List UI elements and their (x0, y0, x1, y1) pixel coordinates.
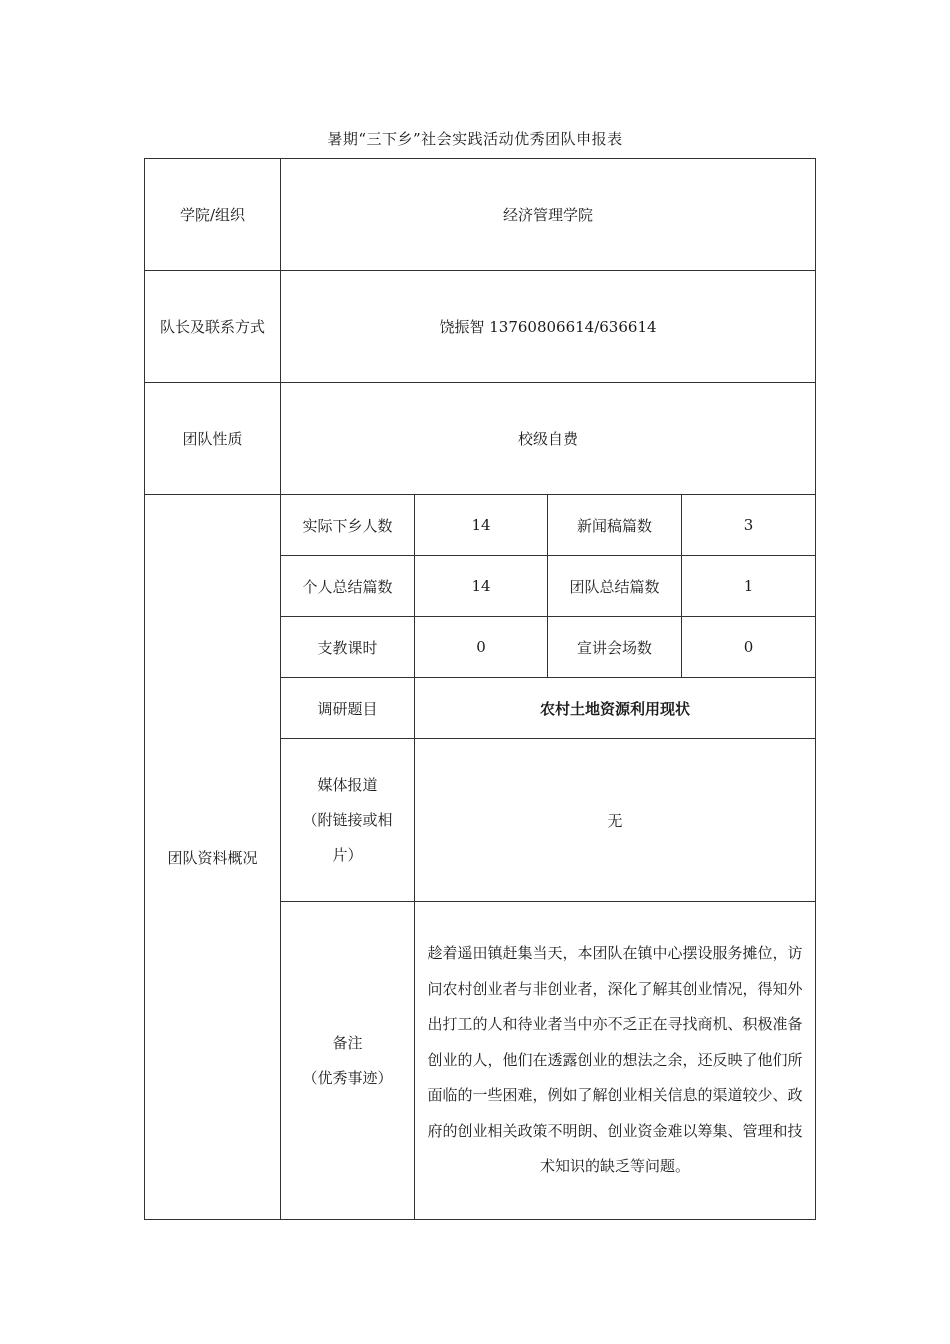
leader-label: 队长及联系方式 (145, 271, 281, 383)
stat-value: 1 (682, 556, 816, 617)
stat-label: 团队总结篇数 (548, 556, 682, 617)
stat-label: 支教课时 (281, 617, 415, 678)
application-form-table (144, 158, 816, 1220)
college-row (145, 159, 816, 271)
college-label: 学院/组织 (145, 159, 281, 271)
stat-label: 实际下乡人数 (281, 495, 415, 556)
research-label: 调研题目 (281, 678, 415, 739)
media-value: 无 (415, 739, 816, 902)
media-label-line: 媒体报道 (317, 775, 378, 794)
page-title: 暑期“三下乡”社会实践活动优秀团队申报表 (327, 130, 623, 148)
team-nature-label: 团队性质 (145, 383, 281, 495)
stat-label: 个人总结篇数 (281, 556, 415, 617)
stat-value: 0 (415, 617, 548, 678)
team-nature-row (145, 383, 816, 495)
media-label-line: 片） (332, 845, 363, 864)
overview-label: 团队资料概况 (145, 495, 281, 1220)
media-label-line: （附链接或相 (302, 810, 393, 829)
stat-value: 14 (415, 495, 548, 556)
stats-row (145, 495, 816, 556)
leader-row (145, 271, 816, 383)
college-value: 经济管理学院 (281, 159, 816, 271)
stat-value: 0 (682, 617, 816, 678)
media-label (281, 739, 415, 902)
team-nature-value: 校级自费 (281, 383, 816, 495)
leader-value: 饶振智 13760806614/636614 (281, 271, 816, 383)
stat-label: 新闻稿篇数 (548, 495, 682, 556)
stat-value: 3 (682, 495, 816, 556)
stat-value: 14 (415, 556, 548, 617)
notes-label (281, 902, 415, 1220)
stat-label: 宣讲会场数 (548, 617, 682, 678)
notes-label-line: （优秀事迹） (302, 1068, 393, 1087)
notes-value: 趁着遥田镇赶集当天，本团队在镇中心摆设服务摊位，访问农村创业者与非创业者，深化了解其创业情况，得知外出打工的人和待业者当中亦不乏正在寻找商机、积极准备创业的人，他们在透露创业的想法之余，还反映了他们所面临的一些困难，例如了解创业相关信息的渠道较少、政府的创业相关政策不明朗、创业资金难以筹集、管理和技术知识的缺乏等问题。 (415, 902, 816, 1220)
notes-label-line: 备注 (332, 1033, 363, 1052)
research-value: 农村土地资源利用现状 (415, 678, 816, 739)
